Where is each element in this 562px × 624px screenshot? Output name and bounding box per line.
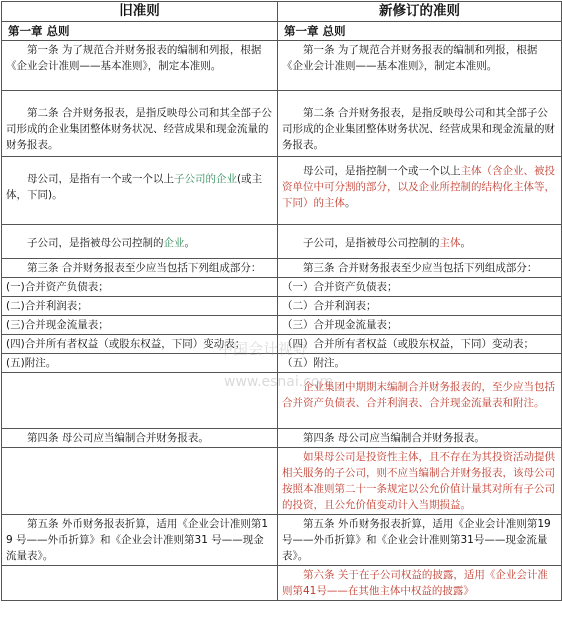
chapter-new: 第一章 总则 [278, 22, 562, 41]
parent-def-old-pre: 母公司，是指有一个或一个以上 [27, 173, 174, 185]
article2-row [2, 91, 562, 157]
subsidiary-def-new [278, 225, 562, 259]
article3-new: 第三条 合并财务报表至少应当包括下列组成部分： [278, 259, 562, 278]
chapter-old: 第一章 总则 [2, 22, 278, 41]
item1-row [2, 278, 562, 297]
article4-new: 第四条 母公司应当编制合并财务报表。 [278, 429, 562, 448]
parent-def-old-highlight: 子公司的企业 [174, 173, 237, 185]
parent-def-row [2, 157, 562, 225]
table-header-row [2, 2, 562, 22]
item1-new: （一）合并资产负债表； [278, 278, 562, 297]
article5-new: 第五条 外币财务报表折算，适用《企业会计准则第19号——外币折算》和《企业会计准则第31号——现金流量表》。 [278, 515, 562, 566]
article1-old: 第一条 为了规范合并财务报表的编制和列报，根据《企业会计准则——基本准则》，制定本准则。 [2, 41, 278, 91]
item3-new: （三）合并现金流量表； [278, 316, 562, 335]
parent-def-new-pre: 母公司，是指控制一个或一个以上 [303, 165, 461, 177]
item4-new: （四）合并所有者权益（或股东权益，下同）变动表； [278, 335, 562, 354]
parent-def-old [2, 157, 278, 225]
investment-entity-row [2, 448, 562, 515]
item5-row [2, 354, 562, 373]
article1-new: 第一条 为了规范合并财务报表的编制和列报，根据《企业会计准则——基本准则》，制定本准则。 [278, 41, 562, 91]
article3-row [2, 259, 562, 278]
subsidiary-def-old-pre: 子公司，是指被母公司控制的 [27, 237, 164, 249]
article6-new: 第六条 关于在子公司权益的披露，适用《企业会计准则第41号——在其他主体中权益的披露》 [278, 566, 562, 601]
comparison-table [1, 1, 562, 601]
article1-row [2, 41, 562, 91]
item2-new: （二）合并利润表； [278, 297, 562, 316]
parent-def-new-highlight: 主体（含企业、被投资单位中可分割的部分，以及企业所控制的结构化主体等，下同）的主体 [282, 165, 555, 209]
interim-old-empty [2, 373, 278, 429]
item4-old: (四)合并所有者权益（或股东权益，下同）变动表； [2, 335, 278, 354]
article2-old: 第二条 合并财务报表，是指反映母公司和其全部子公司形成的企业集团整体财务状况、经营成果和现金流量的财务报表。 [2, 91, 278, 157]
subsidiary-def-old-post: 。 [184, 237, 195, 249]
watermark-line2: www.esnai.com [224, 374, 334, 390]
investment-entity-old-empty [2, 448, 278, 515]
subsidiary-def-new-post: 。 [460, 237, 471, 249]
item5-new: （五）附注。 [278, 354, 562, 373]
watermark-line1: 中国会计视野 [218, 340, 309, 358]
subsidiary-def-old-highlight: 企业 [163, 237, 185, 249]
parent-def-old-post: (或主体，下同)。 [6, 173, 263, 201]
parent-def-new-post: 。 [345, 197, 356, 209]
header-new: 新修订的准则 [278, 2, 562, 22]
item2-row [2, 297, 562, 316]
item5-old: (五)附注。 [2, 354, 278, 373]
article5-old: 第五条 外币财务报表折算，适用《企业会计准则第19 号——外币折算》和《企业会计准则第31 号——现金流量表》。 [2, 515, 278, 566]
subsidiary-def-new-highlight: 主体 [439, 237, 461, 249]
article6-row [2, 566, 562, 601]
chapter-row [2, 22, 562, 41]
article4-old: 第四条 母公司应当编制合并财务报表。 [2, 429, 278, 448]
investment-entity-new: 如果母公司是投资性主体，且不存在为其投资活动提供相关服务的子公司，则不应当编制合并财务报表，该母公司按照本准则第二十一条规定以公允价值计量其对所有子公司的投资，且公允价值变动计入当期损益。 [278, 448, 562, 515]
item2-old: (二)合并利润表； [2, 297, 278, 316]
item3-row [2, 316, 562, 335]
article4-row [2, 429, 562, 448]
article2-new: 第二条 合并财务报表，是指反映母公司和其全部子公司形成的企业集团整体财务状况、经营成果和现金流量的财务报表。 [278, 91, 562, 157]
article5-row [2, 515, 562, 566]
article3-old: 第三条 合并财务报表至少应当包括下列组成部分： [2, 259, 278, 278]
interim-new: 企业集团中期期末编制合并财务报表的，至少应当包括合并资产负债表、合并利润表、合并现金流量表和附注。 [278, 373, 562, 429]
interim-row [2, 373, 562, 429]
subsidiary-def-row [2, 225, 562, 259]
subsidiary-def-old [2, 225, 278, 259]
comparison-table-wrapper [1, 1, 561, 601]
item1-old: (一)合并资产负债表； [2, 278, 278, 297]
subsidiary-def-new-pre: 子公司，是指被母公司控制的 [303, 237, 440, 249]
header-old: 旧准则 [2, 2, 278, 22]
article6-old-empty [2, 566, 278, 601]
item4-row [2, 335, 562, 354]
parent-def-new [278, 157, 562, 225]
item3-old: (三)合并现金流量表； [2, 316, 278, 335]
